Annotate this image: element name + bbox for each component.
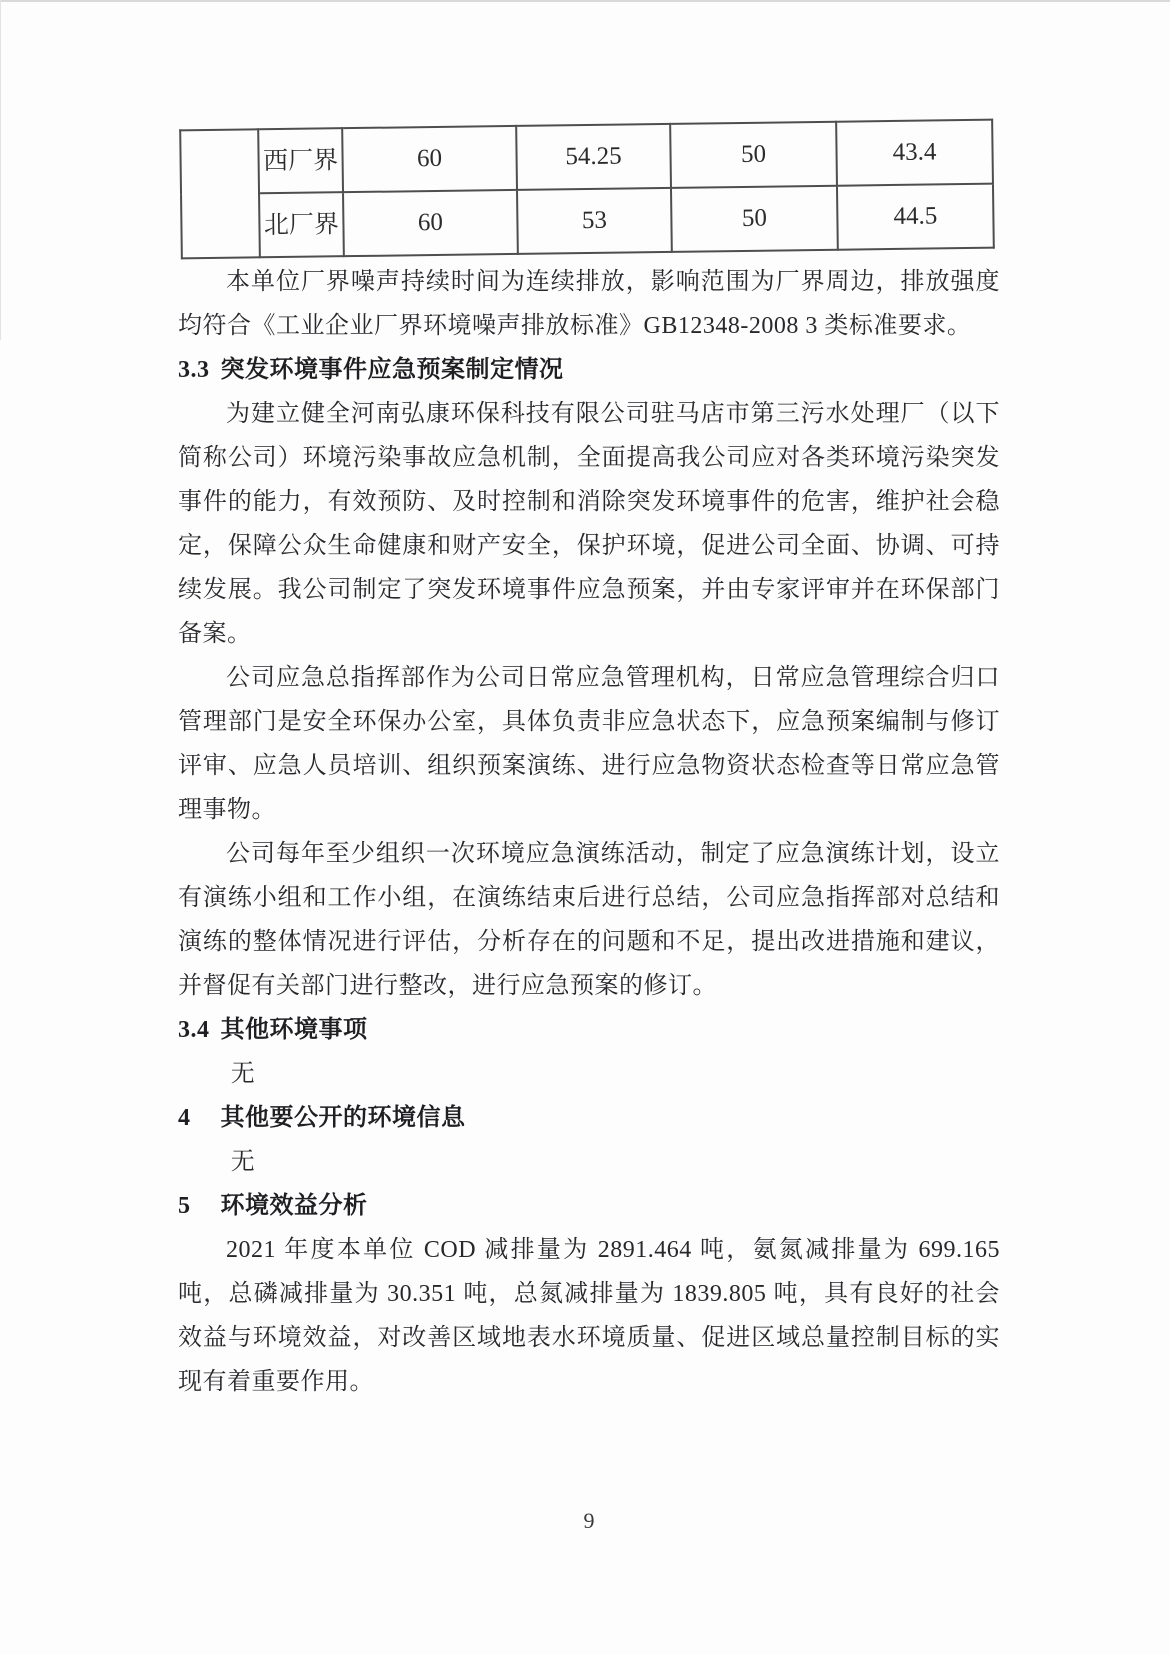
table-row-north-boundary — [181, 184, 994, 259]
noise-monitoring-table — [179, 119, 995, 260]
none-line: 无 — [230, 1149, 255, 1175]
paragraph-emergency-drill: 公司每年至少组织一次环境应急演练活动，制定了应急演练计划，设立有演练小组和工作小组，在演练结束后进行总结，公司应急指挥部对总结和演练的整体情况进行评估，分析存在的问题和不足，提出改进措施和建议，并督促有关部门进行整改，进行应急预案的修订。 — [178, 841, 1000, 999]
page-number: 9 — [583, 1508, 595, 1533]
heading-3-3 — [178, 348, 1000, 392]
table-cell-value: 60 — [342, 126, 517, 192]
scan-edge-top — [0, 0, 1170, 2]
heading-number: 3.4 — [178, 1017, 210, 1043]
paragraph-emergency-plan: 为建立健全河南弘康环保科技有限公司驻马店市第三污水处理厂（以下简称公司）环境污染事故应急机制，全面提高我公司应对各类环境污染突发事件的能力，有效预防、及时控制和消除突发环境事件的危害，维护社会稳定，保障公众生命健康和财产安全，保护环境，促进公司全面、协调、可持续发展。我公司制定了突发环境事件应急预案，并由专家评审并在环保部门备案。 — [178, 401, 1000, 647]
table-cell-boundary-label: 北厂界 — [259, 192, 344, 257]
heading-title: 环境效益分析 — [220, 1193, 368, 1219]
paragraph-emergency-hq: 公司应急总指挥部作为公司日常应急管理机构，日常应急管理综合归口管理部门是安全环保办公室，具体负责非应急状态下，应急预案编制与修订评审、应急人员培训、组织预案演练、进行应急物资状态检查等日常应急管理事物。 — [178, 665, 1000, 823]
table-cell-value: 43.4 — [836, 120, 993, 186]
table-cell-boundary-label: 西厂界 — [258, 128, 343, 193]
heading-number: 3.3 — [178, 357, 210, 383]
scan-edge-left — [0, 0, 1, 340]
heading-title: 突发环境事件应急预案制定情况 — [220, 357, 564, 383]
table-cell-value: 53 — [517, 188, 672, 254]
heading-title: 其他环境事项 — [220, 1017, 368, 1043]
table-cell-value: 50 — [670, 122, 837, 188]
document-content — [178, 124, 1000, 1404]
none-line: 无 — [230, 1061, 255, 1087]
paragraph-noise-summary: 本单位厂界噪声持续时间为连续排放，影响范围为厂界周边，排放强度均符合《工业企业厂界环境噪声排放标准》GB12348-2008 3 类标准要求。 — [178, 269, 1000, 339]
heading-4 — [178, 1096, 1000, 1140]
heading-title: 其他要公开的环境信息 — [220, 1105, 466, 1131]
heading-number: 4 — [178, 1105, 191, 1131]
paragraph-environment-benefit: 2021 年度本单位 COD 减排量为 2891.464 吨，氨氮减排量为 699.165 吨，总磷减排量为 30.351 吨，总氮减排量为 1839.805 吨，具有良好的社会效益与环境效益，对改善区域地表水环境质量、促进区域总量控制目标的实现有着重要作用。 — [178, 1237, 1000, 1395]
table-cell-value: 50 — [671, 186, 838, 252]
heading-5 — [178, 1184, 1000, 1228]
heading-number: 5 — [178, 1193, 191, 1219]
table-cell-spacer — [180, 129, 260, 258]
table-row-west-boundary — [180, 120, 993, 195]
table-cell-value: 54.25 — [516, 124, 671, 190]
heading-3-4 — [178, 1008, 1000, 1052]
table-cell-value: 60 — [343, 190, 518, 256]
table-cell-value: 44.5 — [837, 184, 994, 250]
